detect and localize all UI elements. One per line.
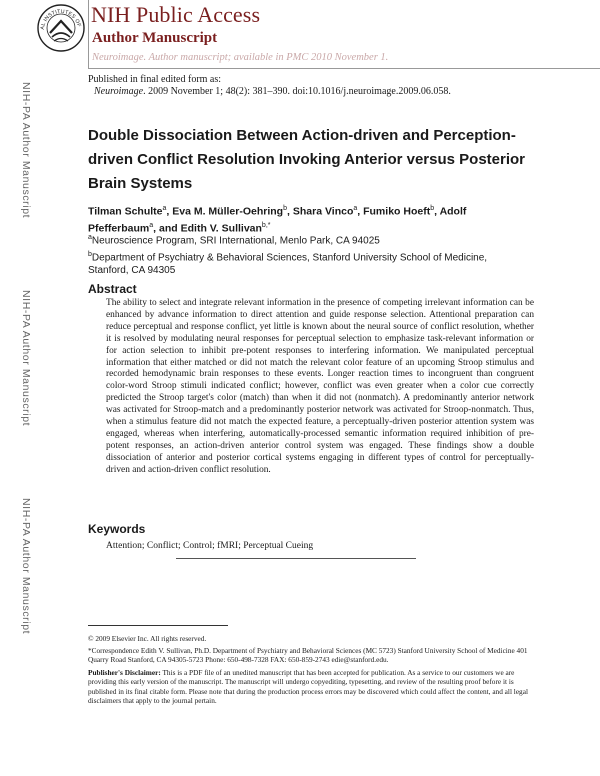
- side-label-3: NIH-PA Author Manuscript: [20, 498, 32, 635]
- abstract-body: The ability to select and integrate relevant information in the presence of competing irrelevant information can be enhanced by advance information to direct attention and guide response selection. Attentional preparation can reduce perceptual and response conflict, yet little is known about the neural source of conflict resolution, whether it is resolved by modulating neural responses for perceptual selection to emphasize task-relevant information or for action selection to inhibit pre-potent responses to interfering information. We manipulated perceptual information that either matched or did not match the relevant color feature of an upcoming Stroop stimulus and recorded hemodynamic brain responses to these events. Longer reaction times to incongruent than congruent color-word Stroop stimuli indicated conflict; however, conflict was even greater when a color cue correctly predicted the Stroop target's color (match) than when it did not (nonmatch). A predominantly anterior network was activated for Stroop-match and a predominantly posterior network was activated for Stroop-nonmatch. Thus, when a stimulus feature did not match the expected feature, a perceptually-driven posterior attention system was engaged, whereas when interfering, automatically-processed semantic information required inhibition of pre-potent responses, an action-driven anterior control system was engaged. These findings show a double dissociation of anterior and posterior cortical systems engaging in different types of control for perceptually-driven and action-driven conflict resolution.: [106, 298, 534, 475]
- published-label: Published in final edited form as:: [88, 74, 222, 85]
- citation-line: [94, 86, 451, 97]
- author-manuscript-label: Author Manuscript: [92, 30, 218, 46]
- citation-text: . 2009 November 1; 48(2): 381–390. doi:10.1016/j.neuroimage.2009.06.058.: [143, 86, 451, 97]
- author-list: Tilman Schulte$^a$, Eva M. Müller-Oehring$^b$, Shara Vinco$^a$, Fumiko Hoeft$^b$, Adolf Pfefferbaum$^a$, and Edith V. Sullivan$^{b,*}$: [88, 205, 467, 234]
- author-name: Tilman Schulte: [88, 205, 163, 218]
- article-title: Double Dissociation Between Action-driven and Perception-driven Conflict Resolution Invoking Anterior versus Posterior Brain Systems: [88, 127, 526, 192]
- footnote-rule: [88, 625, 228, 626]
- availability-note: Neuroimage. Author manuscript; available in PMC 2010 November 1.: [92, 52, 389, 63]
- affiliation-b: $^b$Department of Psychiatry & Behavioral Sciences, Stanford University School of Medicine, Stanford, CA 94305: [88, 251, 488, 277]
- author-name: Eva M. Müller-Oehring: [172, 205, 284, 218]
- author-name: Shara Vinco: [292, 205, 354, 218]
- copyright-notice: © 2009 Elsevier Inc. All rights reserved.: [88, 634, 207, 643]
- header-left-rule: [88, 0, 89, 68]
- nih-public-access-title: NIH Public Access: [91, 2, 261, 27]
- author-name: Adolf Pfefferbaum: [88, 205, 467, 234]
- side-label-1: NIH-PA Author Manuscript: [20, 82, 32, 219]
- author-name: Edith V. Sullivan: [180, 222, 262, 234]
- author-name: Fumiko Hoeft: [363, 205, 431, 218]
- keywords-heading: Keywords: [88, 522, 146, 536]
- hhs-seal-logo: [36, 3, 86, 53]
- correspondence-note: *Correspondence Edith V. Sullivan, Ph.D. Department of Psychiatry and Behavioral Sciences (MC 5723) Stanford University School of Medicine 401 Quarry Road Stanford, CA 94305-5723 Phone: 650-498-7328 FAX: 650-859-2743 edie@stanford.edu.: [88, 646, 528, 665]
- header-rule: [88, 68, 600, 69]
- publisher-disclaimer: Publisher's Disclaimer: This is a PDF file of an unedited manuscript that has been accepted for publication. As a service to our customers we are providing this early version of the manuscript. The manuscript will undergo copyediting, typesetting, and review of the resulting proof before it is published in its final citable form. Please note that during the production process errors may be discovered which could affect the content, and all legal disclaimers that apply to the journal pertain.: [88, 668, 528, 706]
- journal-name: Neuroimage: [94, 86, 144, 97]
- keywords-rule: [176, 558, 416, 559]
- affiliation-a: $^a$Neuroscience Program, SRI International, Menlo Park, CA 94025: [88, 234, 380, 247]
- abstract-heading: Abstract: [88, 282, 137, 296]
- side-label-2: NIH-PA Author Manuscript: [20, 290, 32, 427]
- svg-text:NATIONAL INSTITUTES OF HEALTH: AL INSTITUTES OF: [39, 8, 82, 30]
- keywords-list: Attention; Conflict; Control; fMRI; Perceptual Cueing: [106, 541, 314, 551]
